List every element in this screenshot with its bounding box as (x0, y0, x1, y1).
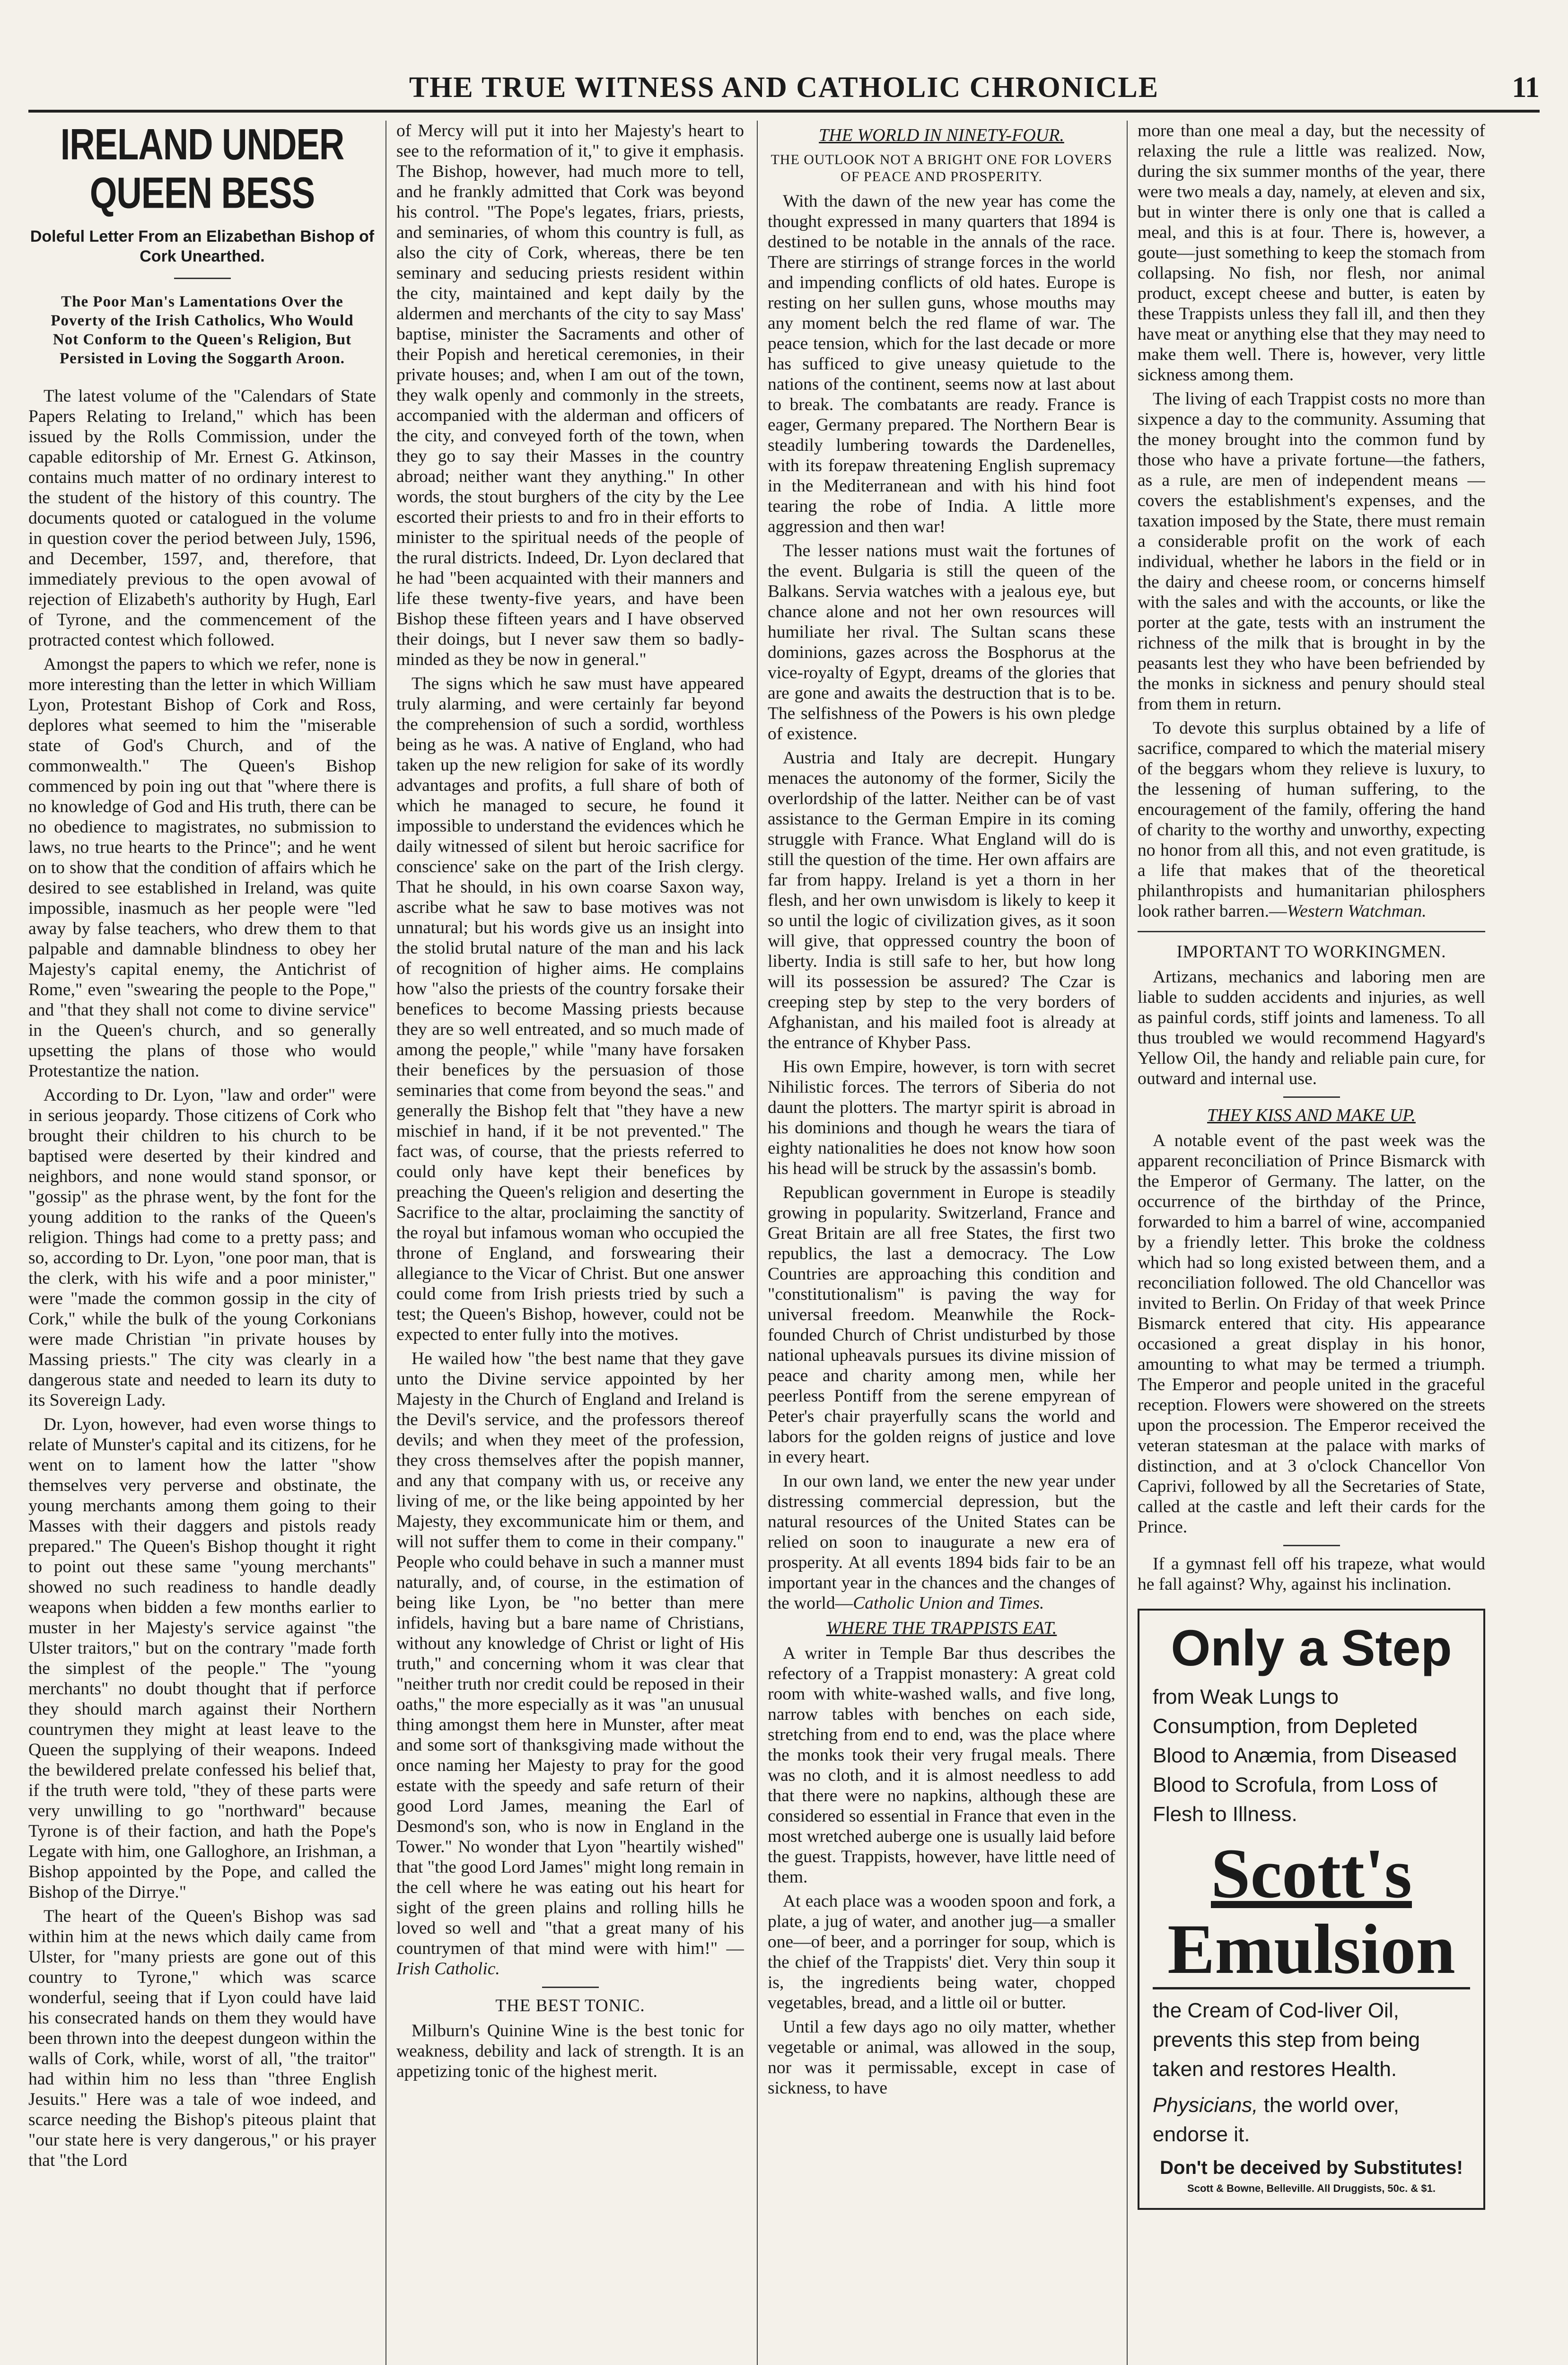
paragraph (768, 1471, 1115, 1613)
paragraph: Amongst the papers to which we refer, none is more interesting than the letter in which William Lyon, Protestant Bishop of Cork and Ross, deplores what seemed to him the "miserable state of God's Church, and of the commonwealth." The Queen's Bishop commenced by poin ing out that "where there is no knowledge of God and His truth, there can be no obedience to magistrates, no submission to laws, no true hearts to the Prince"; and he went on to show that the condition of affairs which he desired to see established in Ireland, was quite impossible, inasmuch as her people were "led away by false teachers, who drew them to that palpable and damnable blindness to obey her Majesty's capital enemy, the Antichrist of Rome," even "swearing the people to the Pope," and "that they shall not come to divine service" in the Queen's church, and so generally upsetting the plans of those who would Protestantize the nation. (28, 655, 376, 1081)
column-1 (28, 121, 376, 2365)
section-heading: THE BEST TONIC. (495, 1996, 645, 2015)
paragraph: Artizans, mechanics and laboring men are liable to sudden accidents and injuries, as well as painful cords, stiff joints and lameness. To all thus troubled we would recommend Hagyard's Yellow Oil, the handy and reliable pain cure, for outward and internal use. (1138, 967, 1485, 1088)
divider (174, 278, 231, 279)
divider (1283, 1545, 1340, 1546)
ad-emphasis: Physicians, (1153, 2093, 1258, 2117)
paragraph: more than one meal a day, but the necessity of relaxing the rule a little was realized. Now, during the six summer months of the year, there were two meals a day, namely, at eleven and six, but in winter there is only one that is called a meal, and this is at four. There is, however, a goute—just something to keep the stomach from collapsing. No fish, nor flesh, nor animal product, except cheese and butter, is eaten by these Trappists unless they fall ill, and then they have meat or anything else that they may need to make them well. There is, however, very little sickness among them. (1138, 121, 1485, 385)
section-heading: WHERE THE TRAPPISTS EAT. (826, 1618, 1057, 1638)
paragraph: of Mercy will put it into her Majesty's heart to see to the reformation of it," to give it emphasis. The Bishop, however, had much more to tell, and he frankly admitted that Cork was beyond his control. "The Pope's legates, friars, priests, and seminaries, of whom this country is full, as also the city of Cork, whereas, there be ten seminary and seducing priests resident within the city, maintained and kept daily by the aldermen and merchants of the city to say Mass' baptise, minister the Sacraments and other of their Popish and heretical ceremonies, in their private houses; and, when I am out of the town, they walk openly and commonly in the streets, accompanied with the alderman and officers of the city, and conveyed forth of the town, when they go to say their Masses in the country abroad; neither want they anything." In other words, the stout burghers of the city by the Lee escorted their priests to and fro in their efforts to minister to the spiritual needs of the people of the rural districts. Indeed, Dr. Lyon declared that he had "been acquainted with their manners and life these twenty-five years, and have been Bishop these fifteen years and I have observed their doings, but I never saw them so badly-minded as they be now in general." (396, 121, 744, 669)
column-4 (1138, 121, 1485, 2365)
column-divider (757, 121, 758, 2365)
divider (1138, 931, 1485, 932)
paragraph (396, 1349, 744, 1979)
paragraph: The latest volume of the "Calendars of State Papers Relating to Ireland," which has been issued by the Rolls Commission, under the capable editorship of Mr. Ernest G. Atkinson, contains much matter of no ordinary interest to the student of the history of this country. The documents quoted or catalogued in the volume in question cover the period between July, 1596, and December, 1597, and, therefore, that immediately previous to the open avowal of rejection of Elizabeth's authority by Hugh, Earl of Tyrone, and the commencement of the protracted contest which followed. (28, 386, 376, 650)
source-credit: Catholic Union and Times. (853, 1594, 1044, 1613)
divider (1283, 1096, 1340, 1098)
paragraph: At each place was a wooden spoon and fork, a plate, a jug of water, and another jug—a smaller one—of beer, and a porringer for soup, which is the chief of the Trappists' diet. Very thin soup it is, the ingredients being water, chopped vegetables, bread, and a little oil or butter. (768, 1892, 1115, 2013)
paragraph-text: To devote this surplus obtained by a life of sacrifice, compared to which the material misery of the beggars whom they relieve is luxury, to the lessening of human suffering, to the encouragement of the family, offering the hand of charity to the worthy and unworthy, expecting no honor from all this, and not even gratitude, is a life that makes that of the theoretical philanthropists and humanitarian philosphers look rather barren.— (1138, 718, 1485, 921)
ad-maker: Scott & Bowne, Belleville. All Druggists, 50c. & $1. (1187, 2182, 1436, 2194)
paragraph: His own Empire, however, is torn with secret Nihilistic forces. The terrors of Siberia do not daunt the plotters. The martyr spirit is abroad in his dominions and though he wears the tiara of eighty nationalities he does not know how soon his head will be struck by the assassin's bomb. (768, 1057, 1115, 1178)
ad-warning: Don't be deceived by Substitutes! (1160, 2157, 1463, 2178)
header-rule (28, 110, 1540, 113)
ad-text-tail: the world over, endorse it. (1153, 2093, 1399, 2146)
column-3 (768, 121, 1115, 2365)
paragraph: Republican government in Europe is steadily growing in popularity. Switzerland, France and Great Britain are all free States, the first two republics, the last a democracy. The Low Countries are approaching this condition and "constitutionalism" is paving the way for universal freedom. Meanwhile the Rock-founded Church of Christ undisturbed by those national upheavals pursues its divine mission of peace and charity among men, while her peerless Pontiff from the serene empyrean of Peter's chair prayerfully scans the world and labors for the golden reigns of justice and love in every heart. (768, 1183, 1115, 1467)
paragraph: Austria and Italy are decrepit. Hungary menaces the autonomy of the former, Sicily the overlordship of the latter. Neither can be of vast assistance to the German Empire in its coming struggle with France. What England will do is still the question of the time. Her own affairs are far from happy. Ireland is yet a thorn in her flesh, and her own unwisdom is likely to keep it so until the logic of civilization gives, as it soon will give, that oppressed country the boon of liberty. India is still safe to her, but how long will its possession be assured? The Czar is creeping step by step to the very borders of Afghanistan, and his mailed foot is already at the entrance of Khyber Pass. (768, 748, 1115, 1052)
paragraph: Dr. Lyon, however, had even worse things to relate of Munster's capital and its citizens, for he went on to lament how the latter "show themselves very perverse and obstinate, the young merchants among them going to their Masses with their daggers and pistols ready prepared." The Queen's Bishop thought it right to point out these same "young merchants" showed no such readiness to handle deadly weapons when bidden a few months earlier to muster in her Majesty's service against "the Ulster traitors," but on the contrary "made forth the simplest of the people." The "young merchants" no doubt thought that if perforce they should march against their Northern countrymen they might at least leave to the Queen the supplying of their weapons. Indeed the bewildered prelate confessed his belief that, if the truth were told, "they of these parts were very unwilling to go "northward" because Tyrone is of their faction, and hath the Pope's Legate with him, one Galloghore, an Irishman, a Bishop appointed by the Pope, and called the Bishop of the Dirrye." (28, 1415, 376, 1902)
ad-title: Only a Step (1171, 1619, 1452, 1676)
column-divider (1127, 121, 1128, 2365)
section-heading: THE WORLD IN NINETY-FOUR. (819, 125, 1064, 145)
ad-text (1153, 2091, 1470, 2149)
paragraph: With the dawn of the new year has come the thought expressed in many quarters that 1894 is destined to be notable in the annals of the race. There are stirrings of strange forces in the world and impending conflicts of old hates. Europe is resting on her sullen guns, whose mouths may any moment belch the red flame of war. The peace tension, which for the last decade or more has sufficed to give uneasy quietude to the nations of the continent, seems now at last about to break. The combatants are ready. France is eager, Germany prepared. The Northern Bear is steadily lumbering towards the Dardenelles, with its forepaw threatening English supremacy in the Mediterranean and with his hind foot tearing the robe of India. A little more aggression and then war! (768, 192, 1115, 536)
newspaper-title: THE TRUE WITNESS AND CATHOLIC CHRONICLE (409, 71, 1159, 104)
paragraph: A writer in Temple Bar thus describes the refectory of a Trappist monastery: A great cold room with white-washed walls, and five long, narrow tables with benches on each side, stretching from end to end, was the place where the monks took their very frugal meals. There was no cloth, and it is almost needless to add that there were no napkins, although these are considered so essential in France that even in the most wretched auberge one is usually laid before the guest. Trappists, however, have little need of them. (768, 1644, 1115, 1887)
paragraph: The heart of the Queen's Bishop was sad within him at the news which daily came from Ulster, for "many priests are gone out of this country to Tyrone," which was scarce wonderful, seeing that if Lyon could have laid his consecrated hands on them they would have been thrown into the deepest dungeon within the walls of Cork, while, worst of all, "the traitor" had within him no less than "three English Jesuits." Here was a tale of woe indeed, and scarce needing the Bishop's piteous plaint that "our state here is very dangerous," or his prayer that "the Lord (28, 1907, 376, 2170)
ad-text: the Cream of Cod-liver Oil, prevents this step from being taken and restores Health. (1153, 1999, 1420, 2081)
ad-brand-name: Emulsion (1153, 1911, 1470, 1989)
advertisement-scotts-emulsion (1138, 1609, 1485, 2210)
divider (542, 1987, 599, 1988)
paragraph: A notable event of the past week was the apparent reconciliation of Prince Bismarck with the Emperor of Germany. The latter, on the occurrence of the birthday of the Prince, forwarded to him a barrel of wine, accompanied by a friendly letter. This broke the coldness which had so long existed between them, and a reconciliation followed. The old Chancellor was invited to Berlin. On Friday of that week Prince Bismarck entered that city. His appearance occasioned a great display in his honor, amounting to what may be termed a triumph. The Emperor and people united in the graceful reception. Flowers were showered on the streets upon the procession. The Emperor received the veteran statesman at the palace with marks of distinction, and at 3 o'clock Chancellor Von Caprivi, followed by all the Secretaries of State, called at the castle and left their cards for the Prince. (1138, 1131, 1485, 1537)
paragraph-text: In our own land, we enter the new year under distressing commercial depression, but the natural resources of the United States can be relied on soon to inaugurate a new era of prosperity. At all events 1894 bids fair to be an important year in the chances and the changes of the world— (768, 1472, 1115, 1613)
column-divider (385, 121, 386, 2365)
ad-brand-name: Scott's (1211, 1834, 1412, 1913)
ad-text: from Weak Lungs to Consumption, from Depleted Blood to Anæmia, from Diseased Blood to Scrofula, from Loss of Flesh to Illness. (1153, 1685, 1457, 1826)
paragraph: If a gymnast fell off his trapeze, what would he fall against? Why, against his inclination. (1138, 1554, 1485, 1594)
source-credit: Irish Catholic. (396, 1959, 500, 1979)
article-subhead: Doleful Letter From an Elizabethan Bishop of Cork Unearthed. (30, 228, 375, 265)
article-headline: IRELAND UNDER QUEEN BESS (60, 121, 344, 218)
paragraph: The signs which he saw must have appeared truly alarming, and were certainly far beyond the comprehension of such a sordid, worthless being as he was. A native of England, who had taken up the new religion for sake of its wordly advantages and profits, a full share of both of which he managed to secure, he found it impossible to understand the evidences which he daily witnessed of silent but heroic sacrifice for conscience' sake on the part of the Irish clergy. That he should, in his own coarse Saxon way, ascribe what he saw to base motives was not unnatural; but his words give us an insight into the stolid brutal nature of the man and his lack of recognition of higher aims. He complains how "also the priests of the country forsake their benefices to become Massing priests because they are so well entreated, and so much made of among the people," while "many have forsaken their benefices by the persuasion of those seminaries that come from beyond the seas." and generally the Bishop felt that "they have a new mischief in hand, if it be not prevented." The fact was, of course, that the priests referred to could only have kept their benefices by preaching the Queen's religion and deserting the Sacrifice to the altar, proclaiming the sanctity of the royal but infamous woman who occupied the throne of England, and forswearing their allegiance to the Vicar of Christ. But one answer could come from Irish priests tried by such a test; the Queen's Bishop, however, could not be expected to enter fully into the motives. (396, 674, 744, 1344)
article-deck: The Poor Man's Lamentations Over the Poverty of the Irish Catholics, Who Would Not Conform to the Queen's Religion, But Persisted in Loving the Soggarth Aroon. (51, 293, 354, 367)
paragraph (1138, 718, 1485, 921)
paragraph: Milburn's Quinine Wine is the best tonic for weakness, debility and lack of strength. It is an appetizing tonic of the highest merit. (396, 2021, 744, 2081)
paragraph: Until a few days ago no oily matter, whether vegetable or animal, was allowed in the soup, nor was it permissable, except in case of sickness, to have (768, 2017, 1115, 2098)
paragraph-text: He wailed how "the best name that they gave unto the Divine service appointed by her Majesty in the Church of England and Ireland is the Devil's service, and the professors thereof devils; and when they meet of the profession, they cross themselves after the popish manner, and any that company with us, or receive any living of me, or the like being appointed by her Majesty, they excommunicate him or them, and will not suffer them to come in their company." People who could behave in such a manner must naturally, and, of course, in the estimation of being like Lyon, be "no better than mere infidels, having but a bare name of Christians, without any knowledge of Christ or light of His truth," and concerning whom it was clear that "neither truth nor credit could be reposed in their oaths," the more especially as it was "an unusual thing amongst them here in Munster, after meat and some sort of thanksgiving made without the once naming her Majesty to pray for the good estate with the speedy and safe return of their good Lord James, meaning the Earl of Desmond's son, who is now in England in the Tower." No wonder that Lyon "heartily wished" that "the good Lord James" might long remain in the cell where he was eating out his heart for sight of the green plains and rolling hills he loved so well and "that a great many of his countrymen of that mind were with him!" — (396, 1349, 744, 1958)
paragraph: The living of each Trappist costs no more than sixpence a day to the community. Assuming that the money brought into the common fund by those who have a private fortune—the fathers, as a rule, are men of independent means —covers the establishment's expenses, and the taxation imposed by the State, there must remain a considerable profit on the work of each individual, whether he labors in the field or in the dairy and cheese room, or concerns himself with the sales and with the accounts, or like the porter at the gate, tests with an instrument the richness of the milk that is brought in by the peasants lest they who have been befriended by the monks in sickness and penury should steal from them in return. (1138, 389, 1485, 714)
paragraph: According to Dr. Lyon, "law and order" were in serious jeopardy. Those citizens of Cork who brought their children to his church to be baptised were deserted by their kindred and neighbors, and none would stand sponsor, or "gossip" as the phrase went, by the font for the young addition to the ranks of the Queen's religion. Things had come to a pretty pass; and so, according to Dr. Lyon, "one poor man, that is the clerk, with his wife and a poor minister," were "made the common gossip in the city of Cork," while the bulk of the young Corkonians were made Christian "in private houses by Massing priests." The city was clearly in a dangerous state and needed to learn its duty to its Sovereign Lady. (28, 1086, 376, 1410)
section-subheading: THE OUTLOOK NOT A BRIGHT ONE FOR LOVERS OF PEACE AND PROSPERITY. (771, 152, 1112, 184)
section-heading: IMPORTANT TO WORKINGMEN. (1176, 942, 1446, 962)
page-number: 11 (1512, 71, 1540, 104)
paragraph: The lesser nations must wait the fortunes of the event. Bulgaria is still the queen of the Balkans. Servia watches with a jealous eye, but chance alone and not her own resources will humiliate her rival. The Sultan scans these dominions, gazes across the Bosphorus at the vice-royalty of Egypt, dreams of the glories that are gone and awaits the destruction that is to be. The selfishness of the Powers is his own pledge of existence. (768, 541, 1115, 744)
column-2 (396, 121, 744, 2365)
source-credit: Western Watchman. (1287, 902, 1427, 921)
section-heading: THEY KISS AND MAKE UP. (1207, 1105, 1416, 1125)
masthead (28, 71, 1540, 109)
